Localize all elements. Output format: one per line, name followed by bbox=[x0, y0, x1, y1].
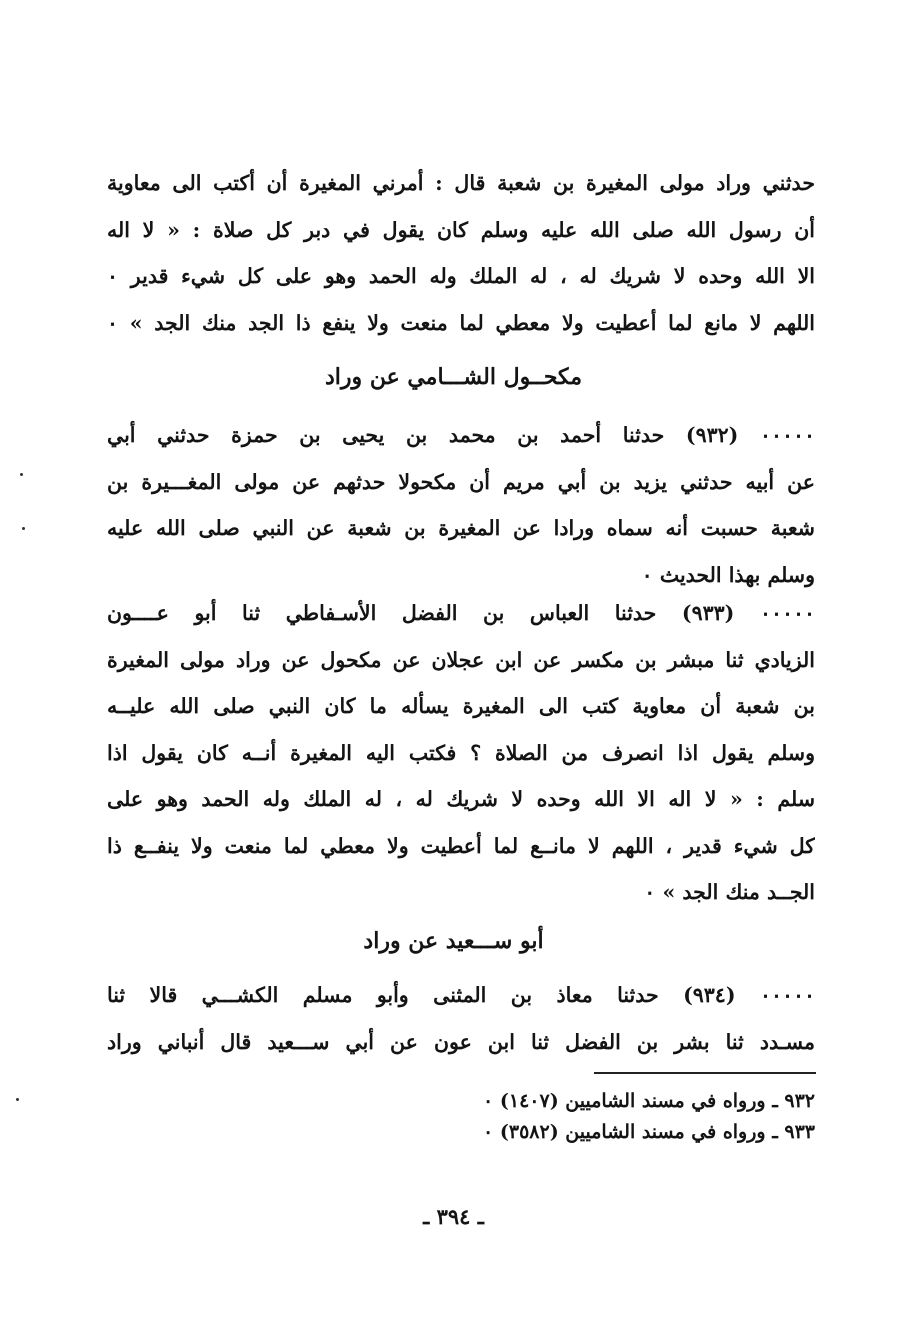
paragraph-2 bbox=[107, 412, 815, 598]
text-line: ٠٠٠٠٠ (٩٣٢) حدثنا أحمد بن محمد بن يحيى بن حمزة حدثني أبي bbox=[107, 423, 815, 447]
section-heading-makhul: مكحــول الشـــامي عن وراد bbox=[325, 364, 582, 390]
scan-speck bbox=[16, 1098, 19, 1101]
text-line: مسـدد ثنا بشر بن الفضل ثنا ابن عون عن أبي ســـعيد قال أنباني وراد bbox=[107, 1029, 815, 1054]
text-line: الزيادي ثنا مبشر بن مكسر عن ابن عجلان عن مكحول عن وراد مولى المغيرة bbox=[107, 647, 815, 672]
page-number: ـ ٣٩٤ ـ bbox=[423, 1204, 484, 1229]
scan-speck bbox=[20, 473, 23, 476]
text-line: كل شيء قدير ، اللهم لا مانــع لما أعطيت ولا معطي لما منعت ولا ينفــع ذا bbox=[107, 833, 815, 858]
text-line: بن شعبة أن معاوية كتب الى المغيرة يسأله ما كان النبي صلى الله عليــه bbox=[107, 694, 815, 718]
text-line: أن رسول الله صلى الله عليه وسلم كان يقول في دبر كل صلاة : « لا اله bbox=[107, 217, 815, 242]
text-line: ٠٠٠٠٠ (٩٣٤) حدثنا معاذ بن المثنى وأبو مسلم الكشـــي قالا ثنا bbox=[107, 983, 815, 1007]
scan-speck bbox=[22, 527, 25, 530]
paragraph-1 bbox=[107, 160, 815, 346]
text-line: سلم : « لا اله الا الله وحده لا شريك له ، له الملك وله الحمد وهو على bbox=[107, 787, 815, 811]
paragraph-4 bbox=[107, 972, 815, 1065]
text-line: الا الله وحده لا شريك له ، له الملك وله الحمد وهو على كل شيء قدير ٠ bbox=[107, 264, 815, 288]
text-line: وسلم يقول اذا انصرف من الصلاة ؟ فكتب اليه المغيرة أنــه كان يقول اذا bbox=[107, 740, 815, 765]
text-line: وسلم بهذا الحديث ٠ bbox=[641, 562, 815, 587]
footnotes bbox=[355, 1086, 815, 1148]
text-line: عن أبيه حدثني يزيد بن أبي مريم أن مكحولا حدثهم عن مولى المغـــيرة بن bbox=[107, 469, 815, 494]
text-line: حدثني وراد مولى المغيرة بن شعبة قال : أمرني المغيرة أن أكتب الى معاوية bbox=[107, 171, 815, 195]
text-line: الجــد منك الجد » ٠ bbox=[644, 880, 815, 904]
footnote-933: ٩٣٣ ـ ورواه في مسند الشاميين (٣٥٨٢) ٠ bbox=[483, 1121, 815, 1143]
text-line: ٠٠٠٠٠ (٩٣٣) حدثنا العباس بن الفضل الأسـفاطي ثنا أبو عــــون bbox=[107, 601, 815, 625]
text-line: اللهم لا مانع لما أعطيت ولا معطي لما منعت ولا ينفع ذا الجد منك الجد » ٠ bbox=[107, 310, 815, 335]
footnote-separator bbox=[594, 1072, 816, 1074]
paragraph-3 bbox=[107, 590, 815, 916]
footnote-932: ٩٣٢ ـ ورواه في مسند الشاميين (١٤٠٧) ٠ bbox=[483, 1090, 815, 1112]
section-heading-abu-said: أبو ســـعيد عن وراد bbox=[363, 928, 544, 954]
text-line: شعبة حسبت أنه سماه ورادا عن المغيرة بن شعبة عن النبي صلى الله عليه bbox=[107, 516, 815, 540]
